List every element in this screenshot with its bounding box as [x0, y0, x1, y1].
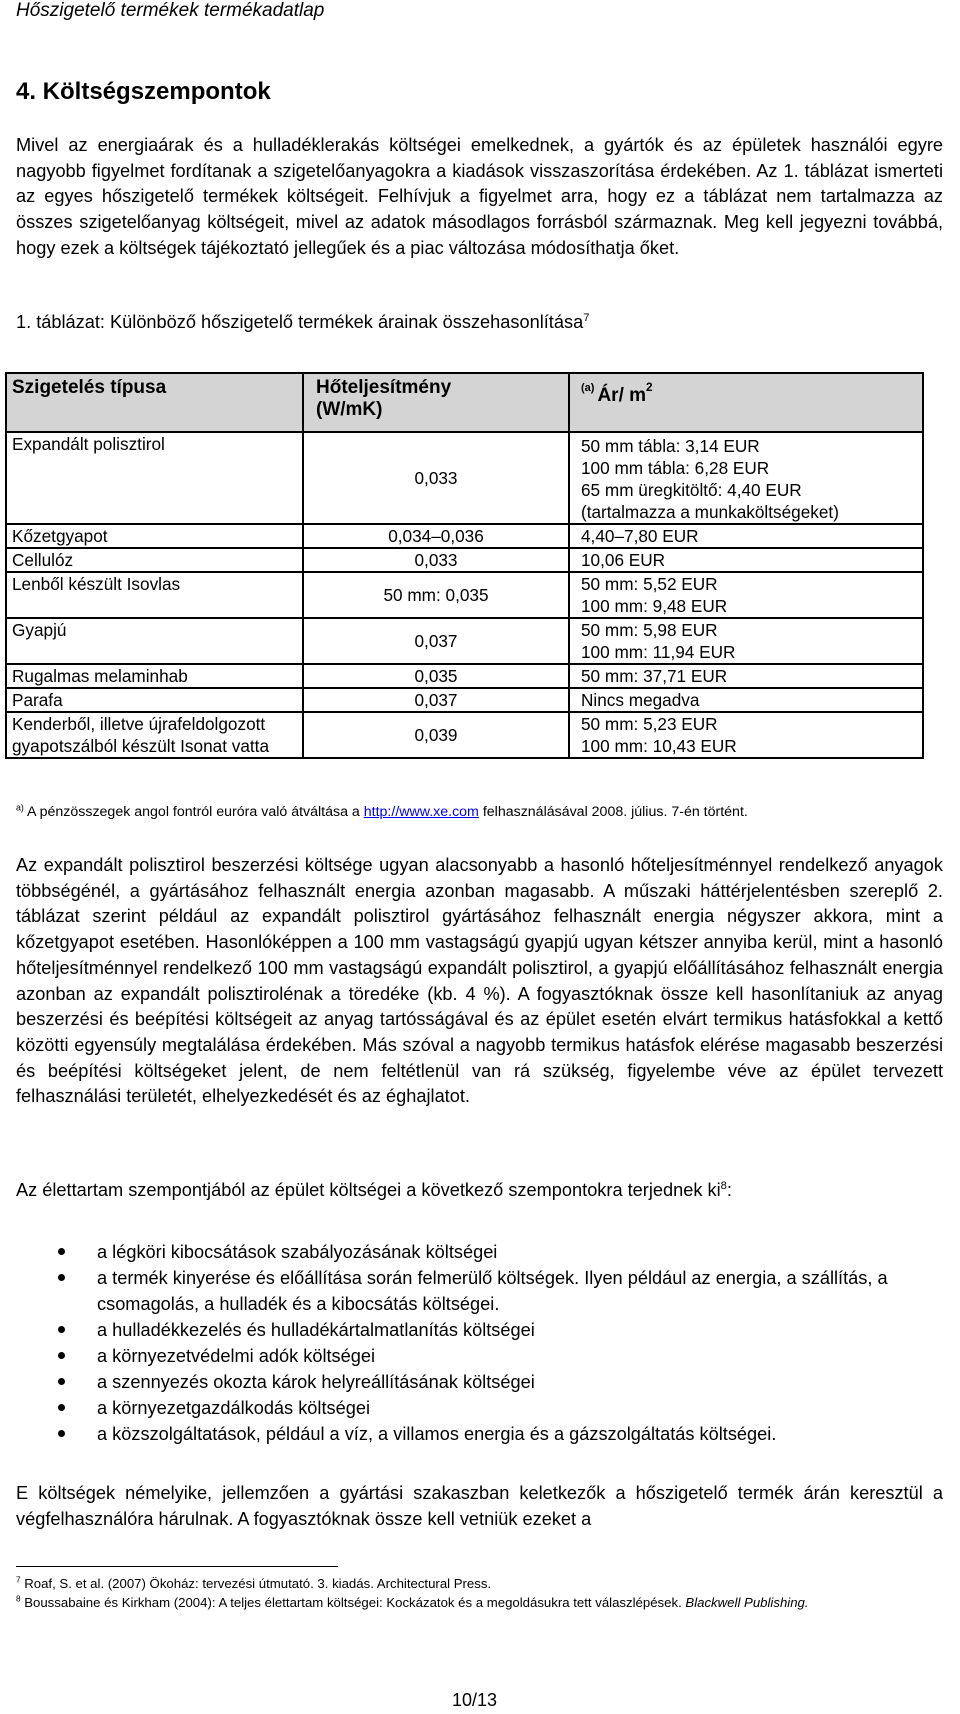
cell-price: [569, 572, 923, 618]
header-price-exponent: 2: [646, 381, 653, 394]
price-line: 50 mm: 5,52 EUR: [581, 574, 718, 594]
xe-link[interactable]: http://www.xe.com: [363, 804, 479, 820]
cell-price: [569, 432, 923, 524]
header-price-marker: (a): [581, 382, 595, 394]
cell-type: Gyapjú: [6, 618, 303, 664]
cell-price: [569, 712, 923, 758]
table-header-row: [6, 373, 923, 432]
header-performance: [303, 373, 569, 432]
footnote-text: Roaf, S. et al. (2007) Ökoház: tervezési útmutató. 3. kiadás. Architectural Press.: [20, 1576, 492, 1591]
cell-performance: 0,034–0,036: [303, 524, 569, 548]
price-line: 50 mm tábla: 3,14 EUR: [581, 436, 760, 456]
table-note-text-after: felhasználásával 2008. július. 7-én történt.: [478, 804, 748, 820]
footnote-text: Boussabaine és Kirkham (2004): A teljes élettartam költségei: Kockázatok és a megoldásukra tett válaszlépések.: [20, 1595, 686, 1610]
cell-performance: 0,039: [303, 712, 569, 758]
table-caption-text: 1. táblázat: Különböző hőszigetelő termékek árainak összehasonlítása: [16, 312, 584, 332]
table-note: [16, 804, 748, 820]
header-performance-unit: (W/mK): [316, 399, 383, 420]
footnote-publisher: Blackwell Publishing.: [685, 1595, 809, 1610]
footnote: [16, 1574, 916, 1593]
price-line: 50 mm: 5,98 EUR: [581, 620, 718, 640]
table-caption: [16, 312, 589, 333]
paragraph-lifetime: [16, 1180, 732, 1201]
cost-aspects-list: [0, 1239, 940, 1447]
section-title: 4. Költségszempontok: [16, 78, 271, 105]
cell-performance: 0,037: [303, 618, 569, 664]
cost-table: [5, 372, 924, 759]
table-row: [6, 548, 923, 572]
footnote-number: 8: [16, 1594, 21, 1604]
table-note-text-before: A pénzösszegek angol fontról euróra való átváltása a: [23, 804, 364, 820]
table-row: [6, 712, 923, 758]
header-insulation-type: Szigetelés típusa: [6, 373, 303, 432]
price-line: (tartalmazza a munkaköltségeket): [581, 502, 839, 522]
cell-type: Expandált polisztirol: [6, 432, 303, 524]
footnote-ref: 8: [720, 1179, 727, 1192]
cell-price: 4,40–7,80 EUR: [569, 524, 923, 548]
cell-price: [569, 618, 923, 664]
cell-performance: 0,033: [303, 548, 569, 572]
footnote-separator: [16, 1566, 338, 1567]
page-number: 10/13: [452, 1690, 498, 1710]
cell-price: 10,06 EUR: [569, 548, 923, 572]
table-row: [6, 618, 923, 664]
price-line: 100 mm: 11,94 EUR: [581, 642, 736, 662]
price-line: 65 mm üregkitöltő: 4,40 EUR: [581, 480, 802, 500]
footnote: [16, 1593, 916, 1612]
paragraph-lifetime-colon: :: [726, 1180, 732, 1200]
list-item: a közszolgáltatások, például a víz, a villamos energia és a gázszolgáltatás költségei.: [0, 1421, 940, 1447]
footnote-ref: 7: [583, 311, 590, 324]
price-line: 100 mm tábla: 6,28 EUR: [581, 458, 770, 478]
table-note-marker: a): [16, 802, 24, 813]
list-item: a környezetgazdálkodás költségei: [0, 1395, 940, 1421]
intro-paragraph: Mivel az energiaárak és a hulladéklerakás költségei emelkednek, a gyártók és az épületek használói egyre nagyobb figyelmet fordítanak a szigetelőanyagokra a kiadások visszaszorítása érdekében. Az 1. táblázat ismerteti az egyes hőszigetelő termékek költségeit. Felhívjuk a figyelmet arra, hogy ez a táblázat nem tartalmazza az összes szigetelőanyag költségeit, mivel az adatok másodlagos forrásból származnak. Meg kell jegyezni továbbá, hogy ezek a költségek tájékoztató jellegűek és a piac változása módosíthatja őket.: [16, 135, 943, 258]
table-row: [6, 432, 923, 524]
table-row: [6, 688, 923, 712]
cell-price: 50 mm: 37,71 EUR: [569, 664, 923, 688]
list-item: a szennyezés okozta károk helyreállításának költségei: [0, 1369, 940, 1395]
running-header: Hőszigetelő termékek termékadatlap: [16, 0, 325, 21]
footnote-number: 7: [16, 1575, 21, 1585]
cell-type: Lenből készült Isovlas: [6, 572, 303, 618]
list-item: a légköri kibocsátások szabályozásának költségei: [0, 1239, 940, 1265]
cell-performance: 0,037: [303, 688, 569, 712]
list-item: a környezetvédelmi adók költségei: [0, 1343, 940, 1369]
cell-type: Rugalmas melaminhab: [6, 664, 303, 688]
cell-type: Cellulóz: [6, 548, 303, 572]
price-line: 100 mm: 10,43 EUR: [581, 736, 737, 756]
table-row: [6, 664, 923, 688]
table-row: [6, 524, 923, 548]
paragraph-lifetime-text: Az élettartam szempontjából az épület költségei a következő szempontokra terjednek ki: [16, 1180, 721, 1200]
list-item: a termék kinyerése és előállítása során felmerülő költségek. Ilyen például az energia, a szállítás, a csomagolás, a hulladék és a kibocsátás költségei.: [0, 1265, 940, 1317]
cell-performance: 0,035: [303, 664, 569, 688]
cell-performance: 0,033: [303, 432, 569, 524]
cell-price: Nincs megadva: [569, 688, 923, 712]
paragraph-eps-cost: Az expandált polisztirol beszerzési költsége ugyan alacsonyabb a hasonló hőteljesítménnyel rendelkező anyagok többségénél, a gyártásához felhasznált energia azonban magasabb. A műszaki háttérjelentésben szereplő 2. táblázat szerint például az expandált polisztirol gyártásához felhasznált energia négyszer akkora, mint a kőzetgyapot esetében. Hasonlóképpen a 100 mm vastagságú gyapjú ugyan kétszer annyiba kerül, mint a hasonló hőteljesítménnyel rendelkező 100 mm vastagságú expandált polisztirol, a gyapjú előállításához felhasznált energia azonban az expandált polisztirolénak a töredéke (kb. 4 %). A fogyasztóknak össze kell hasonlítaniuk az anyag beszerzési és beépítési költségeit az anyag tartósságával és az épület esetén elvárt termikus hatásfokkal a kettő közötti egyensúly megtalálása érdekében. Más szóval a nagyobb termikus hatásfok elérése magasabb beszerzési és beépítési költségeket jelent, de nem feltétlenül van rá szükség, figyelembe véve az épület tervezett felhasználási területét, elhelyezkedését és az éghajlatot.: [16, 855, 943, 1107]
header-price-label: Ár/ m: [597, 385, 647, 406]
header-performance-label: Hőteljesítmény: [316, 377, 452, 398]
paragraph-end-user: E költségek némelyike, jellemzően a gyártási szakaszban keletkezők a hőszigetelő termék árán keresztül a végfelhasználóra hárulnak. A fogyasztóknak össze kell vetniük ezeket a: [16, 1483, 943, 1529]
cell-type: Kenderből, illetve újrafeldolgozott gyapotszálból készült Isonat vatta: [6, 712, 303, 758]
cell-type: Parafa: [6, 688, 303, 712]
price-line: 100 mm: 9,48 EUR: [581, 596, 728, 616]
list-item: a hulladékkezelés és hulladékártalmatlanítás költségei: [0, 1317, 940, 1343]
cell-performance: 50 mm: 0,035: [303, 572, 569, 618]
price-line: 50 mm: 5,23 EUR: [581, 714, 718, 734]
header-price: [569, 373, 923, 432]
cell-type: Kőzetgyapot: [6, 524, 303, 548]
footnotes: [16, 1574, 916, 1612]
table-row: [6, 572, 923, 618]
